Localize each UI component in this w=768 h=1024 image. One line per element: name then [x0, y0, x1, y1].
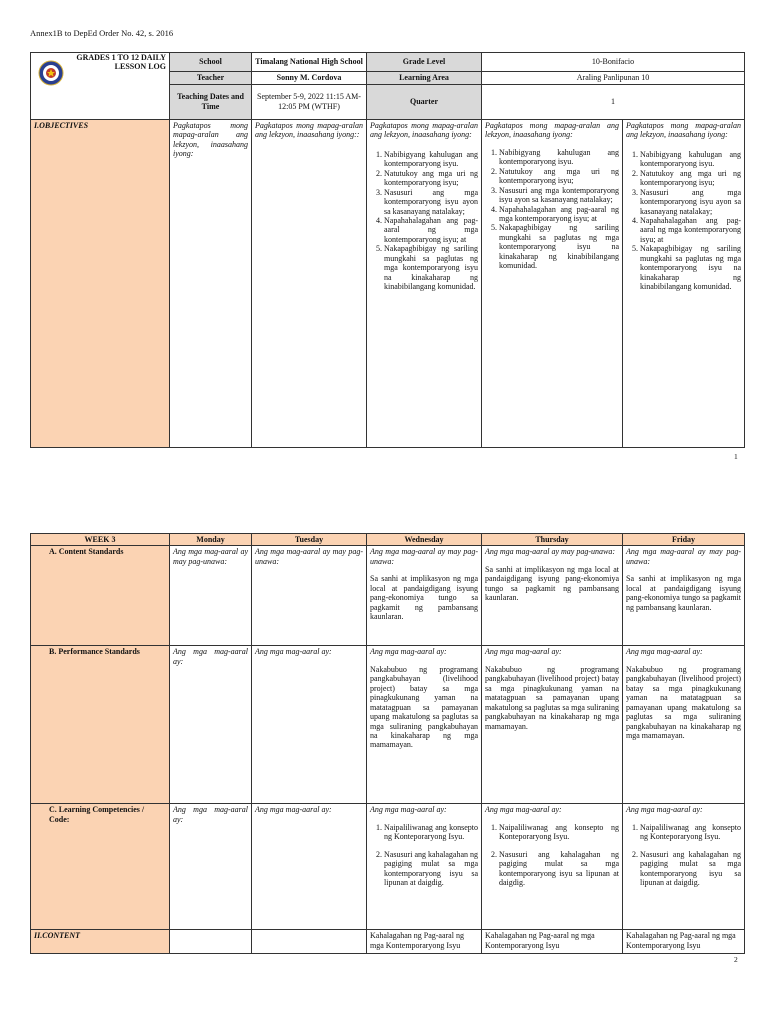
content-monday	[170, 930, 252, 954]
objective-item: 4. Napahahalagahan ang pag-aaral ng mga kontemporaryong isyu; at	[384, 216, 478, 244]
competency-item: 2. Nasusuri ang kahalagahan ng pagiging mulat sa mga kontemporaryong isyu sa lipunan at daigdig.	[384, 850, 478, 888]
learning-area-label: Learning Area	[367, 71, 482, 84]
performance-standards-friday	[623, 646, 745, 804]
learning-area-value: Araling Panlipunan 10	[482, 71, 745, 84]
competencies-thursday	[482, 804, 623, 930]
teaching-dates-value: September 5-9, 2022 11:15 AM-12:05 PM (WTHF)	[252, 84, 367, 119]
performance-standards-thursday	[482, 646, 623, 804]
content-standards-label: A. Content Standards	[31, 546, 170, 646]
content-standards-body: Sa sanhi at implikasyon ng mga local at pandaigdigang isyung pang-ekonomiya tungo sa pagkamit ng pambansang kaunlaran.	[370, 574, 478, 622]
objectives-list	[370, 150, 478, 292]
content-standards-lead: Ang mga mag-aaral ay may pag-unawa:	[485, 547, 615, 557]
learning-competencies-label: C. Learning Competencies / Code:	[31, 804, 170, 930]
objectives-intro: Pagkatapos mong mapag-aralan ang lekzyon, inaasahang iyong:	[626, 121, 741, 140]
content-standards-body: Sa sanhi at implikasyon ng mga local at pandaigdigang isyung pang-ekonomiya tungo sa pagkamit ng pambansang kaunlaran.	[485, 564, 619, 603]
day-monday: Monday	[170, 534, 252, 546]
objectives-friday	[623, 120, 745, 448]
content-thursday: Kahalagahan ng Pag-aaral ng mga Kontemporaryong Isyu	[482, 930, 623, 954]
page-number: 2	[734, 955, 738, 964]
teacher-label: Teacher	[170, 71, 252, 84]
objective-item: 3. Nasusuri ang mga kontemporaryong isyu ayon sa kasanayang natalakay;	[384, 188, 478, 216]
competencies-list	[626, 823, 741, 888]
content-standards-monday: Ang mga mag-aaral ay may pag-unawa:	[170, 546, 252, 646]
week-label: WEEK 3	[31, 534, 170, 546]
objectives-list	[626, 150, 741, 292]
competency-item: 2. Nasusuri ang kahalagahan ng pagiging mulat sa mga kontemporaryong isyu sa lipunan at daigdig.	[499, 850, 619, 888]
objective-item: 3. Nasusuri ang mga kontemporaryong isyu ayon sa kasanayang natalakay;	[499, 186, 619, 205]
performance-standards-body: Nakabubuo ng programang pangkabuhayan (livelihood project) batay sa mga pinagkukunang yaman na matatagpuan sa pamayanan upang makatulong sa paglutas sa mga suliraning pangkabuhayan na kinakaharap ng mga mamamayan.	[370, 664, 478, 750]
competency-item: 1. Naipaliliwanag ang konsepto ng Konteporaryong Isyu.	[499, 823, 619, 842]
performance-standards-body: Nakabubuo ng programang pangkabuhayan (livelihood project) batay sa mga pinagkukunang yaman na matatagpuan sa pamayanan upang makatulong sa paglutas sa mga suliraning pangkabuhayan na kinakaharap ng mga mamamayan.	[485, 664, 619, 731]
weekly-plan-table	[30, 533, 745, 954]
teacher-value: Sonny M. Cordova	[252, 71, 367, 84]
school-value: Timalang National High School	[252, 53, 367, 72]
day-wednesday: Wednesday	[367, 534, 482, 546]
objective-item: 1. Nabibigyang kahulugan ang kontemporaryong isyu.	[499, 148, 619, 167]
objectives-label: I.OBJECTIVES	[31, 120, 170, 448]
performance-standards-tuesday: Ang mga mag-aaral ay:	[252, 646, 367, 804]
objectives-monday: Pagkatapos mong mapag-aralan ang lekzyon, inaasahang iyong:	[170, 120, 252, 448]
objective-item: 2. Natutukoy ang mga uri ng kontemporaryong isyu;	[384, 169, 478, 188]
objective-item: 5. Nakapagbibigay ng sariling mungkahi sa paglutas ng mga kontemporaryong isyu na kinakaharap ng kinabibilangang komunidad.	[640, 244, 741, 291]
dll-title: GRADES 1 TO 12 DAILY LESSON LOG	[76, 53, 166, 71]
performance-standards-lead: Ang mga mag-aaral ay:	[370, 647, 447, 657]
competencies-friday	[623, 804, 745, 930]
deped-seal-icon	[38, 60, 64, 86]
performance-standards-lead: Ang mga mag-aaral ay:	[626, 647, 703, 657]
objectives-tuesday: Pagkatapos mong mapag-aralan ang lekzyon, inaasahang iyong::	[252, 120, 367, 448]
objective-item: 2. Natutukoy ang mga uri ng kontemporaryong isyu;	[640, 169, 741, 188]
page-number: 1	[734, 452, 738, 461]
content-label: II.CONTENT	[31, 930, 170, 954]
objectives-list	[485, 148, 619, 271]
grade-level-label: Grade Level	[367, 53, 482, 72]
performance-standards-wednesday	[367, 646, 482, 804]
objective-item: 2. Natutukoy ang mga uri ng kontemporaryong isyu;	[499, 167, 619, 186]
competency-item: 2. Nasusuri ang kahalagahan ng pagiging mulat sa mga kontemporaryong isyu sa lipunan at daigdig.	[640, 850, 741, 888]
objectives-wednesday	[367, 120, 482, 448]
competency-item: 1. Naipaliliwanag ang konsepto ng Konteporaryong Isyu.	[640, 823, 741, 842]
competencies-lead: Ang mga mag-aaral ay:	[626, 805, 703, 815]
objective-item: 5. Nakapagbibigay ng sariling mungkahi sa paglutas ng mga kontemporaryong isyu na kinakaharap ng kinabibilangang komunidad.	[499, 223, 619, 270]
teaching-dates-label: Teaching Dates and Time	[170, 84, 252, 119]
objective-item: 1. Nabibigyang kahulugan ang kontemporaryong isyu.	[640, 150, 741, 169]
content-standards-lead: Ang mga mag-aaral ay may pag-unawa:	[626, 547, 741, 566]
grade-level-value: 10-Bonifacio	[482, 53, 745, 72]
objective-item: 3. Nasusuri ang mga kontemporaryong isyu ayon sa kasanayang natalakay;	[640, 188, 741, 216]
competencies-list	[485, 823, 619, 888]
performance-standards-monday: Ang mga mag-aaral ay:	[170, 646, 252, 804]
header-objectives-table	[30, 52, 745, 448]
school-label: School	[170, 53, 252, 72]
objective-item: 4. Napahahalagahan ang pag-aaral ng mga kontemporaryong isyu; at	[640, 216, 741, 244]
competencies-lead: Ang mga mag-aaral ay:	[485, 805, 562, 815]
content-tuesday	[252, 930, 367, 954]
day-friday: Friday	[623, 534, 745, 546]
day-thursday: Thursday	[482, 534, 623, 546]
content-standards-lead: Ang mga mag-aaral ay may pag-unawa:	[370, 547, 478, 566]
day-tuesday: Tuesday	[252, 534, 367, 546]
performance-standards-label: B. Performance Standards	[31, 646, 170, 804]
annex-reference: Annex1B to DepEd Order No. 42, s. 2016	[30, 28, 174, 38]
competencies-lead: Ang mga mag-aaral ay:	[370, 805, 447, 815]
content-standards-body: Sa sanhi at implikasyon ng mga local at pandaigdigang isyung pang-ekonomiya tungo sa pagkamit ng pambansang kaunlaran.	[626, 574, 741, 612]
objectives-thursday	[482, 120, 623, 448]
objectives-intro: Pagkatapos mong mapag-aralan ang lekzyon, inaasahang iyong:	[370, 121, 478, 140]
quarter-value: 1	[482, 84, 745, 119]
competency-item: 1. Naipaliliwanag ang konsepto ng Konteporaryong Isyu.	[384, 823, 478, 842]
competencies-monday: Ang mga mag-aaral ay:	[170, 804, 252, 930]
performance-standards-lead: Ang mga mag-aaral ay:	[485, 647, 562, 657]
content-wednesday: Kahalagahan ng Pag-aaral ng mga Kontemporaryong Isyu	[367, 930, 482, 954]
content-friday: Kahalagahan ng Pag-aaral ng mga Kontemporaryong Isyu	[623, 930, 745, 954]
content-standards-wednesday	[367, 546, 482, 646]
performance-standards-body: Nakabubuo ng programang pangkabuhayan (livelihood project) batay sa mga pinagkukunang yaman na matatagpuan sa pamayanan upang makatulong sa paglutas sa mga suliraning pangkabuhayan na kinakaharap ng mga mamamayan.	[626, 664, 741, 740]
competencies-list	[370, 823, 478, 888]
objective-item: 5. Nakapagbibigay ng sariling mungkahi sa paglutas ng mga kontemporaryong isyu na kinakaharap ng kinabibilangang komunidad.	[384, 244, 478, 291]
competencies-wednesday	[367, 804, 482, 930]
content-standards-friday	[623, 546, 745, 646]
quarter-label: Quarter	[367, 84, 482, 119]
objectives-intro: Pagkatapos mong mapag-aralan ang lekzyon, inaasahang iyong:	[485, 121, 619, 140]
competencies-tuesday: Ang mga mag-aaral ay:	[252, 804, 367, 930]
objective-item: 1. Nabibigyang kahulugan ang kontemporaryong isyu.	[384, 150, 478, 169]
content-standards-tuesday: Ang mga mag-aaral ay may pag-unawa:	[252, 546, 367, 646]
content-standards-thursday	[482, 546, 623, 646]
objective-item: 4. Napahahalagahan ang pag-aaral ng mga kontemporaryong isyu; at	[499, 205, 619, 224]
dll-title-cell	[31, 53, 170, 120]
